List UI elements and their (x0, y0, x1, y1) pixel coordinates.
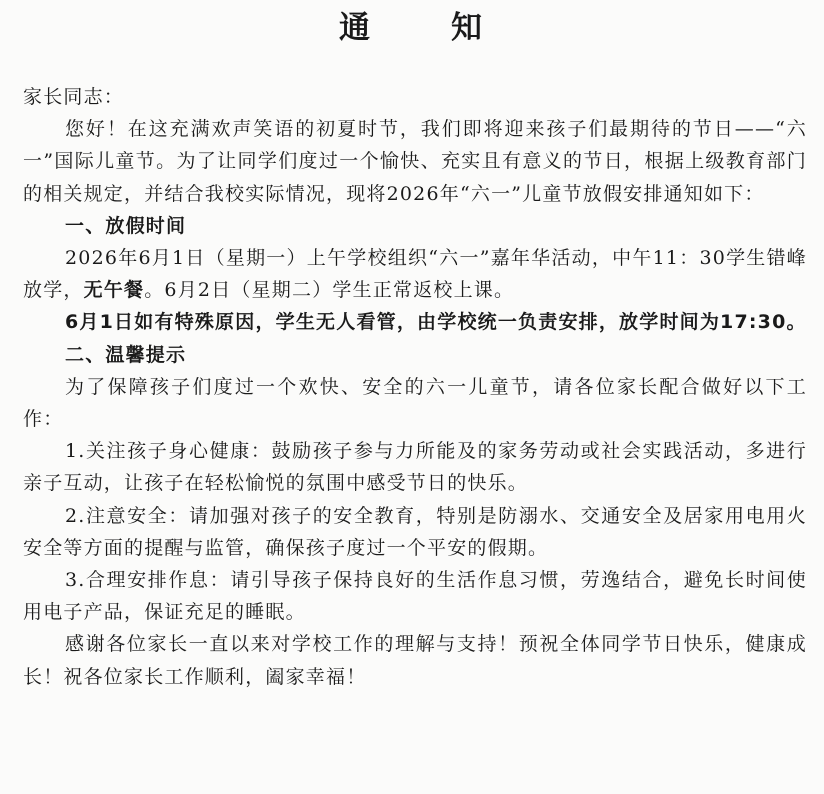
tip-item: 3.合理安排作息：请引导孩子保持良好的生活作息习惯，劳逸结合，避免长时间使用电子产品，保证充足的睡眠。 (23, 569, 807, 624)
document-body (23, 81, 807, 693)
holiday-time-text-b: 。6月2日（星期二）学生正常返校上课。 (144, 279, 515, 302)
closing-paragraph: 感谢各位家长一直以来对学校工作的理解与支持！预祝全体同学节日快乐，健康成长！祝各位家长工作顺利，阖家幸福！ (23, 633, 807, 688)
title-char-2: 知 (451, 10, 485, 46)
no-lunch-emphasis: 无午餐 (83, 279, 145, 302)
tip-item: 1.关注孩子身心健康：鼓励孩子参与力所能及的家务劳动或社会实践活动，多进行亲子互动，让孩子在轻松愉悦的氛围中感受节日的快乐。 (23, 440, 807, 495)
holiday-time-paragraph (23, 242, 807, 306)
holiday-time-text-a: 2026年6月1日（星期一）上午学校组织“六一”嘉年华活动，中午11：30学生错峰放学， (23, 247, 807, 302)
tips-intro-paragraph: 为了保障孩子们度过一个欢快、安全的六一儿童节，请各位家长配合做好以下工作： (23, 375, 807, 431)
section-heading-tips: 二、温馨提示 (65, 343, 187, 366)
tip-item: 2.注意安全：请加强对孩子的安全教育，特别是防溺水、交通安全及居家用电用火安全等方面的提醒与监管，确保孩子度过一个平安的假期。 (23, 504, 807, 559)
special-arrangement-notice: 6月1日如有特殊原因，学生无人看管，由学校统一负责安排，放学时间为17:30。 (65, 311, 807, 334)
document-title (0, 6, 824, 50)
section-heading-holiday-time: 一、放假时间 (65, 214, 187, 237)
title-char-1: 通 (339, 10, 373, 46)
intro-paragraph: 您好！在这充满欢声笑语的初夏时节，我们即将迎来孩子们最期待的节日——“六一”国际儿童节。为了让同学们度过一个愉快、充实且有意义的节日，根据上级教育部门的相关规定，并结合我校实际情况，现将2026年“六一”儿童节放假安排通知如下： (23, 118, 807, 205)
salutation: 家长同志： (23, 86, 125, 108)
